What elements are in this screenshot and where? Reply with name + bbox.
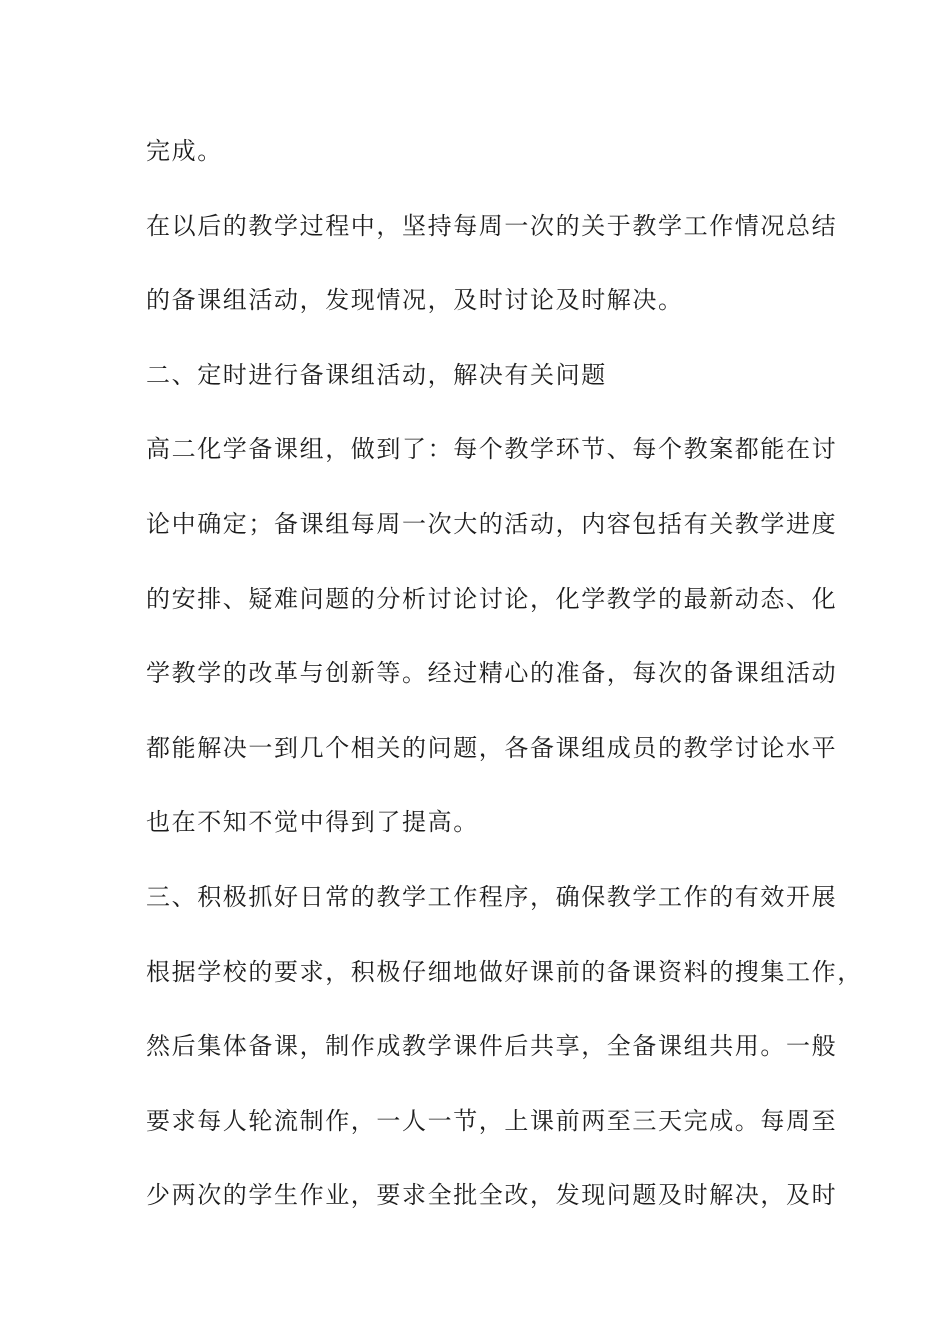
section-heading-3: 三、积极抓好日常的教学工作程序，确保教学工作的有效开展: [146, 882, 838, 911]
paragraph-line: 论中确定；备课组每周一次大的活动，内容包括有关教学进度: [146, 509, 838, 538]
paragraph-line: 要求每人轮流制作，一人一节，上课前两至三天完成。每周至: [146, 1106, 838, 1135]
paragraph-line: 然后集体备课，制作成教学课件后共享，全备课组共用。一般: [146, 1032, 838, 1061]
paragraph-line: 根据学校的要求，积极仔细地做好课前的备课资料的搜集工作，: [146, 957, 863, 986]
paragraph-line: 完成。: [146, 137, 223, 165]
section-heading-2: 二、定时进行备课组活动，解决有关问题: [146, 360, 607, 389]
paragraph-line: 的安排、疑难问题的分析讨论讨论，化学教学的最新动态、化: [146, 584, 838, 613]
paragraph-line: 也在不知不觉中得到了提高。: [146, 808, 479, 837]
paragraph-line: 在以后的教学过程中，坚持每周一次的关于教学工作情况总结: [146, 211, 838, 240]
paragraph-line: 学教学的改革与创新等。经过精心的准备，每次的备课组活动: [146, 659, 838, 688]
paragraph-line: 都能解决一到几个相关的问题，各备课组成员的教学讨论水平: [146, 733, 838, 762]
paragraph-line: 高二化学备课组，做到了：每个教学环节、每个教案都能在讨: [146, 435, 838, 464]
paragraph-line: 少两次的学生作业，要求全批全改，发现问题及时解决，及时: [146, 1181, 838, 1210]
paragraph-line: 的备课组活动，发现情况，及时讨论及时解决。: [146, 286, 684, 315]
document-body: [146, 128, 863, 1247]
